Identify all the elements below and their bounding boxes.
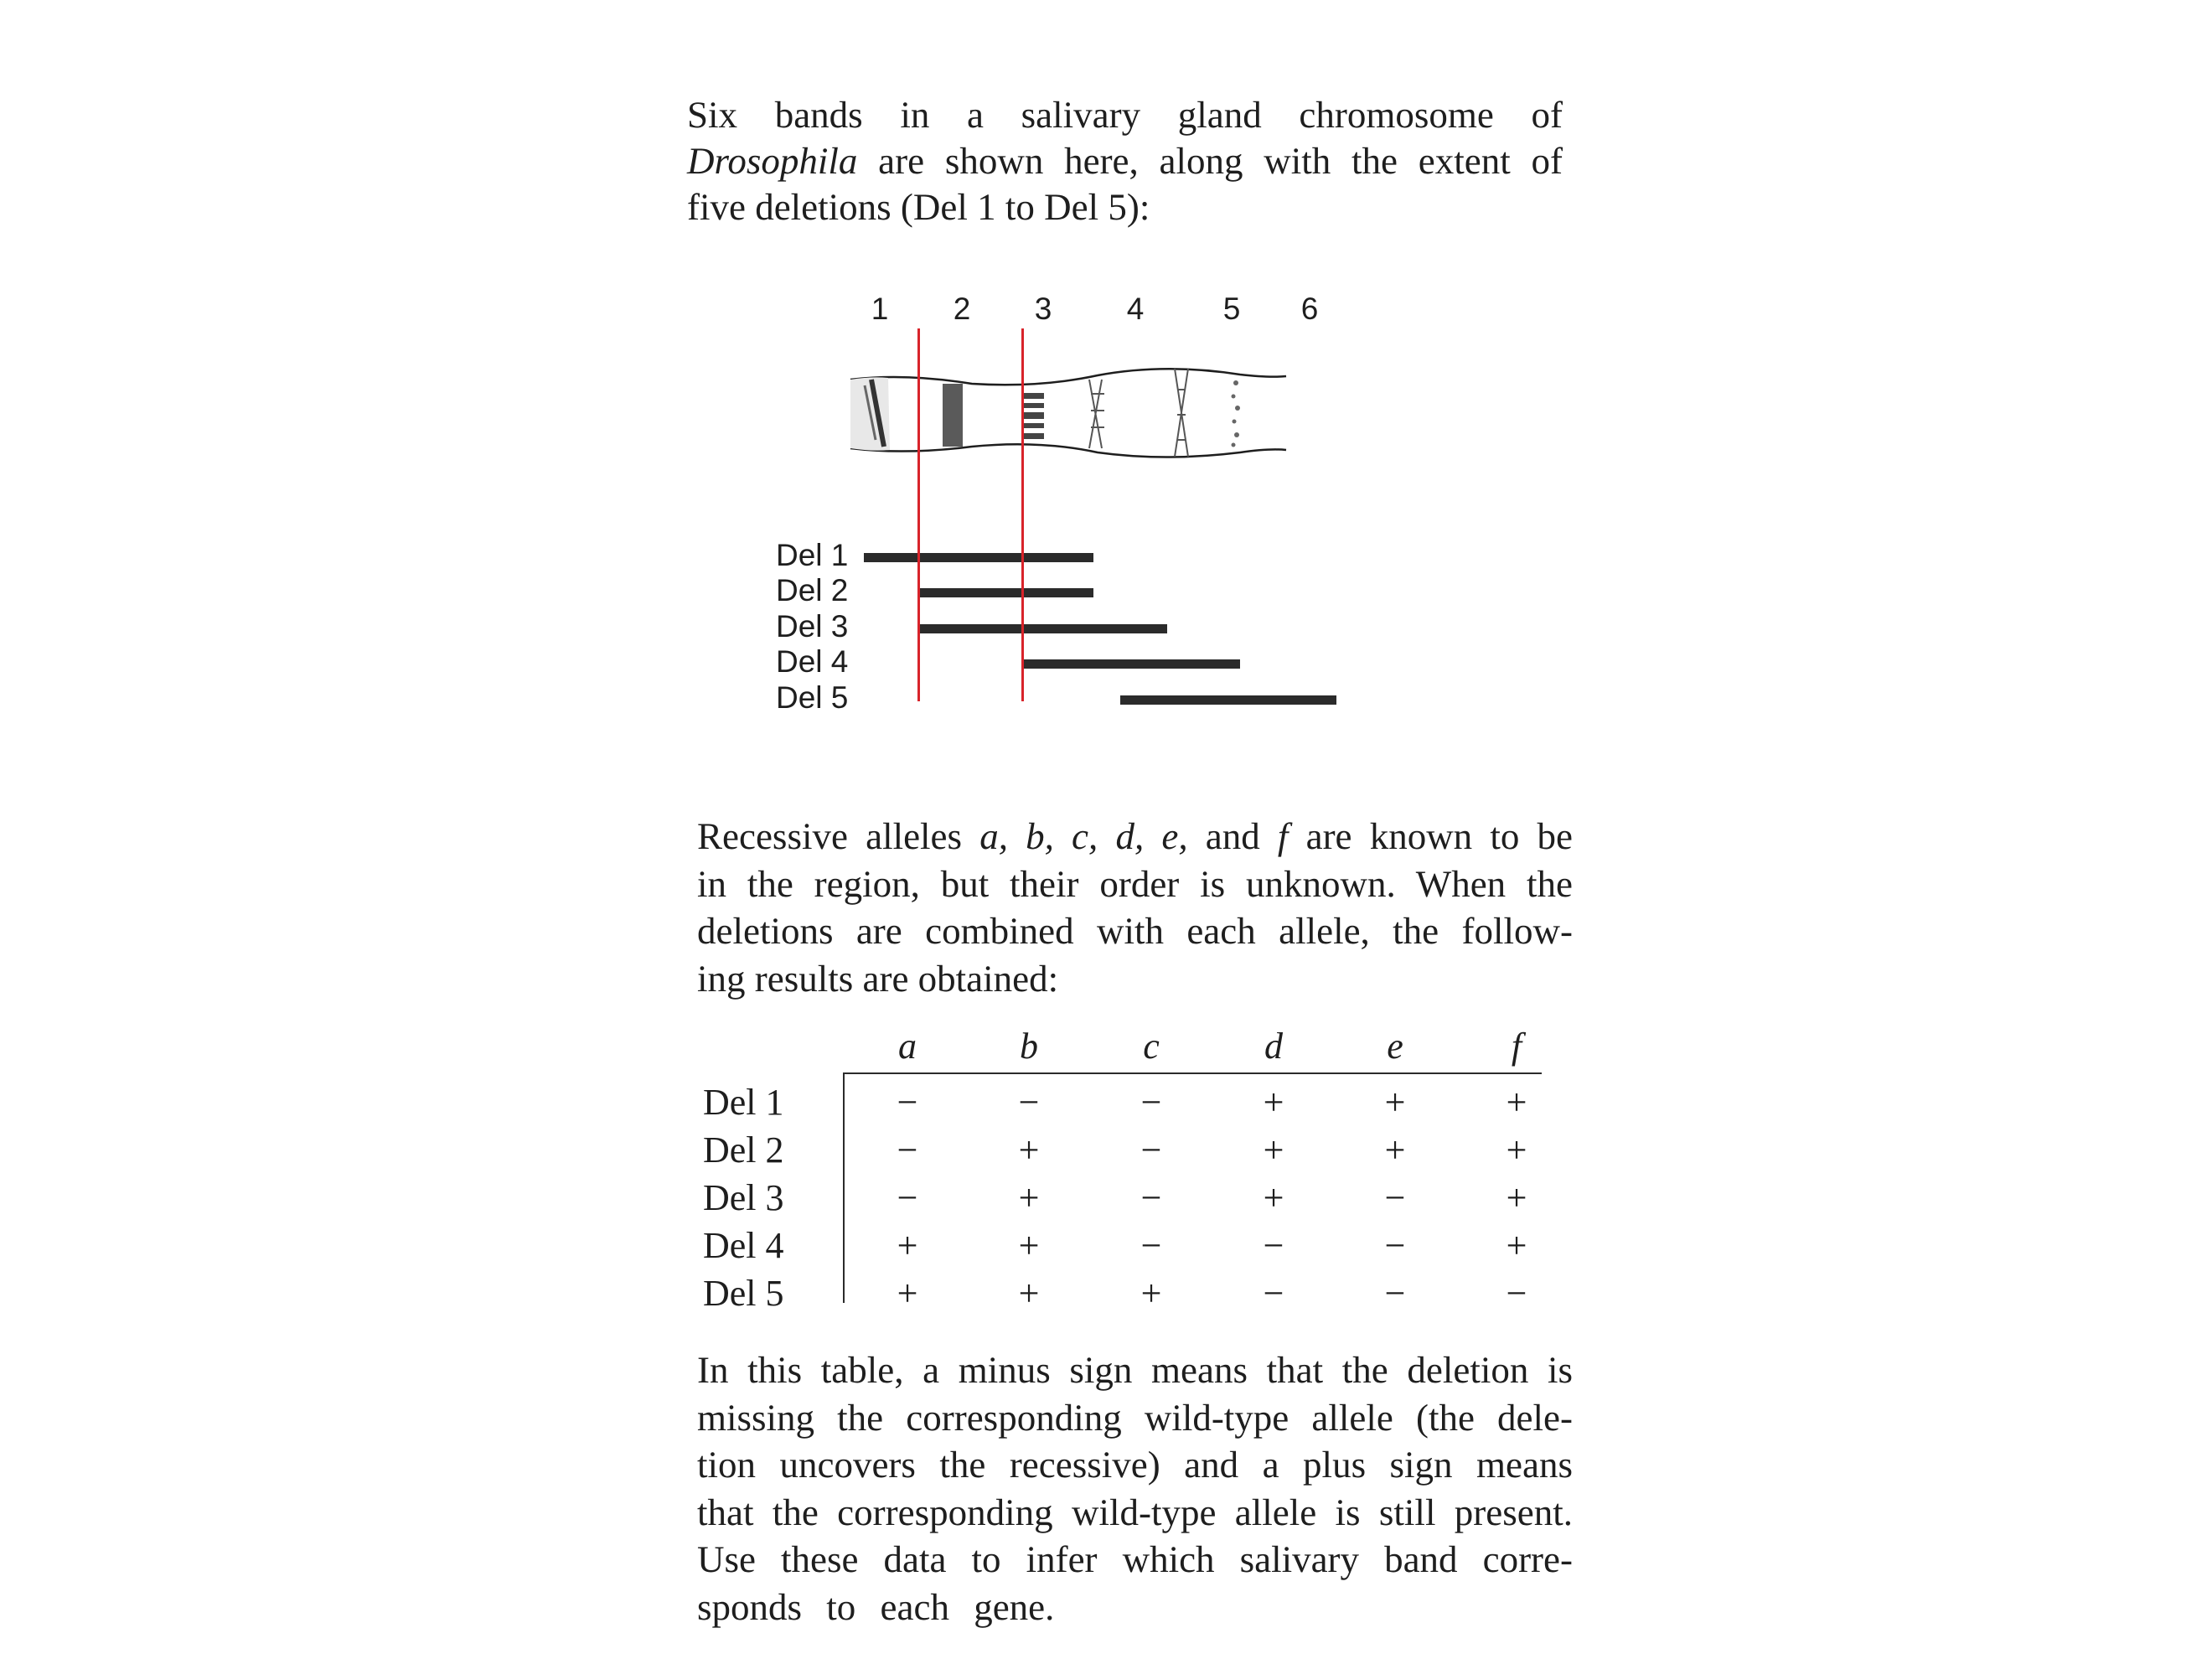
row-label: Del 2: [703, 1129, 784, 1171]
column-header: d: [1264, 1026, 1283, 1067]
chromosome-band: [1232, 380, 1241, 447]
legend-line: sponds to each gene.: [697, 1585, 1055, 1628]
band-boundary-line: [917, 328, 920, 701]
row-label: Del 1: [703, 1082, 784, 1123]
band-number: 3: [1034, 292, 1052, 326]
deletion-label: Del 5: [776, 680, 849, 715]
table-header-rule: [845, 1072, 1542, 1074]
deletion-bar: [864, 553, 1093, 562]
question-line: Recessive alleles a, b, c, d, e, and f are known to be: [697, 815, 1573, 857]
question-line: ing results are obtained:: [697, 957, 1059, 1000]
deletion-label: Del 3: [776, 609, 849, 643]
table-cell: +: [1140, 1273, 1162, 1314]
table-cell: +: [1506, 1082, 1527, 1123]
legend-line: tion uncovers the recessive) and a plus sign means: [697, 1444, 1573, 1486]
deletion-label: Del 4: [776, 644, 849, 679]
intro-line: five deletions (Del 1 to Del 5):: [687, 186, 1150, 228]
table-cell: +: [897, 1225, 918, 1266]
band-number: 4: [1126, 292, 1145, 326]
intro-line: Drosophila are shown here, along with the extent of: [687, 140, 1563, 182]
table-cell: +: [1018, 1177, 1040, 1218]
deletion-bar: [917, 588, 1093, 597]
table-cell: +: [897, 1273, 918, 1314]
table-cell: −: [1140, 1177, 1162, 1218]
band-number: 6: [1300, 292, 1319, 326]
table-cell: −: [1263, 1273, 1284, 1314]
chromosome-band: [1175, 369, 1188, 457]
table-cell: −: [1384, 1225, 1406, 1266]
table-cell: −: [1263, 1225, 1284, 1266]
table-row-rule: [843, 1072, 845, 1303]
table-cell: +: [1384, 1129, 1406, 1171]
intro-paragraph: [687, 92, 1563, 230]
chromosome-deletion-figure: [754, 276, 1391, 729]
species-name: Drosophila: [687, 140, 858, 182]
intro-line: Six bands in a salivary gland chromosome of: [687, 94, 1563, 136]
legend-line: that the corresponding wild-type allele is still present.: [697, 1491, 1573, 1533]
column-header: e: [1387, 1026, 1403, 1067]
column-header: a: [898, 1026, 917, 1067]
band-boundary-line: [1021, 328, 1024, 701]
table-cell: +: [1506, 1129, 1527, 1171]
chromosome-band: [1022, 393, 1044, 439]
table-cell: +: [1263, 1177, 1284, 1218]
table-cell: +: [1384, 1082, 1406, 1123]
band-number: 2: [953, 292, 971, 326]
table-cell: +: [1506, 1225, 1527, 1266]
deletion-bar: [917, 624, 1167, 633]
table-cell: −: [1384, 1273, 1406, 1314]
table-cell: +: [1018, 1129, 1040, 1171]
deletion-label: Del 2: [776, 573, 849, 607]
row-label: Del 3: [703, 1177, 784, 1218]
column-header: b: [1020, 1026, 1038, 1067]
legend-paragraph: [697, 1346, 1573, 1631]
table-cell: −: [1140, 1129, 1162, 1171]
question-paragraph: [697, 813, 1573, 1002]
table-cell: −: [897, 1129, 918, 1171]
column-header: c: [1143, 1026, 1160, 1067]
legend-line: Use these data to infer which salivary band corre-: [697, 1538, 1573, 1580]
table-cell: +: [1018, 1273, 1040, 1314]
results-table: [695, 1018, 1550, 1320]
row-label: Del 4: [703, 1225, 784, 1266]
table-cell: +: [1263, 1082, 1284, 1123]
table-cell: −: [897, 1082, 918, 1123]
deletion-bar: [1021, 659, 1240, 669]
allele-name: f: [1277, 815, 1289, 857]
column-header: f: [1511, 1026, 1522, 1067]
question-line: deletions are combined with each allele, the follow-: [697, 910, 1573, 952]
allele-names: a, b, c, d, e,: [979, 815, 1188, 857]
row-label: Del 5: [703, 1273, 784, 1314]
question-line: in the region, but their order is unknown. When the: [697, 862, 1573, 905]
table-cell: +: [1018, 1225, 1040, 1266]
table-cell: −: [1140, 1225, 1162, 1266]
table-cell: −: [1140, 1082, 1162, 1123]
table-cell: −: [1018, 1082, 1040, 1123]
deletion-bar: [1120, 695, 1336, 705]
chromosome-band: [943, 384, 963, 447]
band-number: 5: [1222, 292, 1241, 326]
chromosome-band: [1089, 380, 1104, 448]
table-cell: −: [1384, 1177, 1406, 1218]
table-cell: −: [1506, 1273, 1527, 1314]
table-cell: −: [897, 1177, 918, 1218]
deletion-label: Del 1: [776, 538, 849, 572]
band-number: 1: [871, 292, 889, 326]
salivary-chromosome: [846, 356, 1290, 473]
table-cell: +: [1506, 1177, 1527, 1218]
legend-line: missing the corresponding wild-type allele (the dele-: [697, 1396, 1573, 1439]
legend-line: In this table, a minus sign means that the deletion is: [697, 1349, 1573, 1391]
table-cell: +: [1263, 1129, 1284, 1171]
